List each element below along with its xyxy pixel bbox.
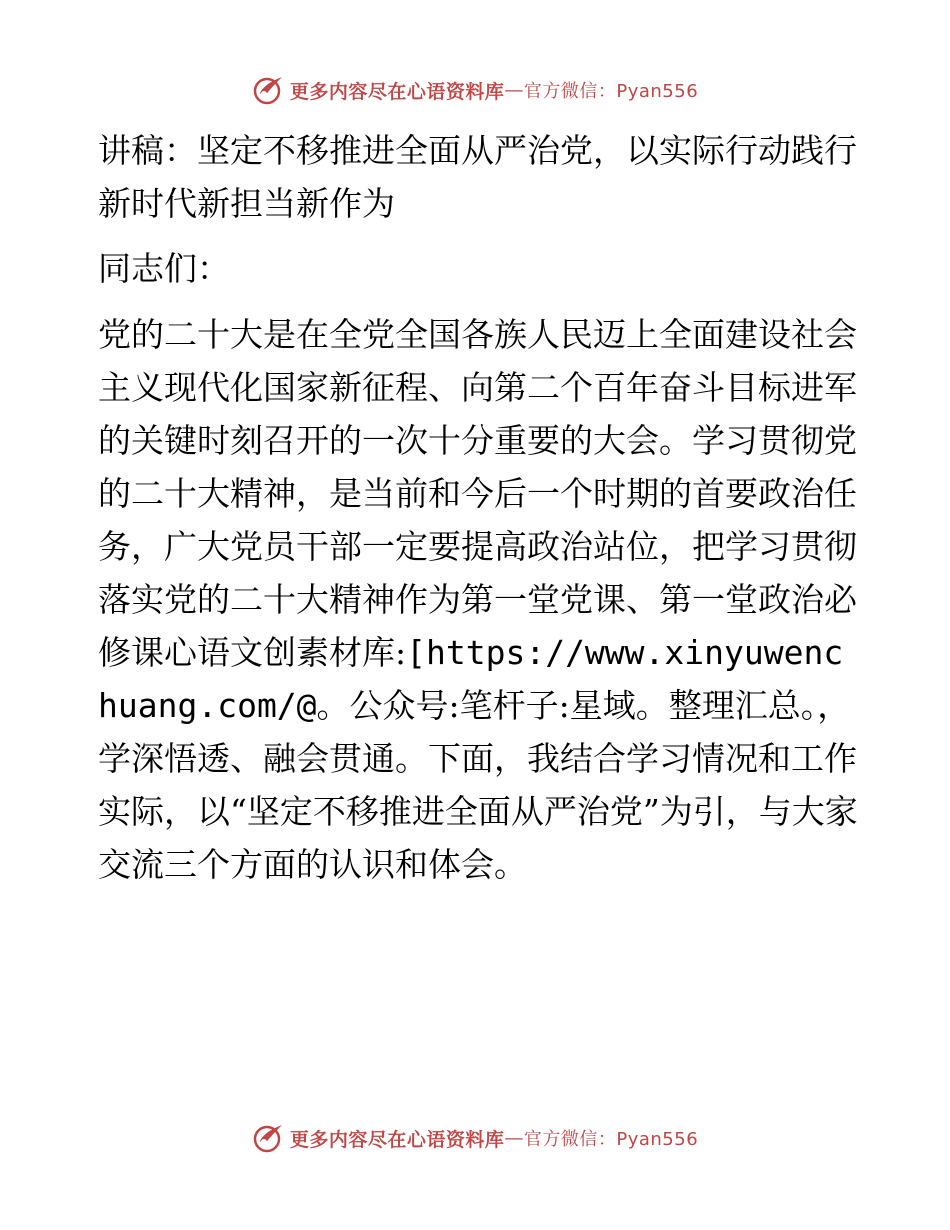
watermark-contact: 官方微信：Pyan556: [523, 81, 699, 102]
watermark-brand-text: 更多内容尽在心语资料库: [289, 80, 505, 103]
document-body: [98, 124, 858, 904]
watermark-dash: —: [504, 1127, 524, 1149]
body-url-text: [https://www.xinyuwenchuang.com/@: [98, 633, 844, 725]
watermark-contact: 官方微信：Pyan556: [523, 1129, 699, 1150]
header-watermark: [0, 70, 950, 110]
body-text-part1: 党的二十大是在全党全国各族人民迈上全面建设社会主义现代化国家新征程、向第二个百年奋斗目标进军的关键时刻召开的一次十分重要的大会。学习贯彻党的二十大精神，是当前和今后一个时期的首要政治任务，广大党员干部一定要提高政治站位，把学习贯彻落实党的二十大精神作为第一堂党课、第一堂政治必修课心语文创素材库:: [98, 315, 857, 672]
body-text-part2: 。公众号:笔杆子:星域。整理汇总。，学深悟透、融会贯通。下面，我结合学习情况和工作实际，以“坚定不移推进全面从严治党”为引，与大家交流三个方面的认识和体会。: [98, 686, 858, 884]
document-title: 讲稿：坚定不移推进全面从严治党，以实际行动践行新时代新担当新作为: [98, 131, 857, 223]
pen-quill-logo-icon: [252, 73, 286, 107]
salutation: 同志们：: [98, 249, 230, 288]
body-paragraph: [98, 308, 858, 891]
footer-watermark: [0, 1118, 950, 1158]
watermark-brand-text: 更多内容尽在心语资料库: [289, 1128, 505, 1151]
pen-quill-logo-icon: [252, 1121, 286, 1155]
watermark-dash: —: [504, 79, 524, 101]
